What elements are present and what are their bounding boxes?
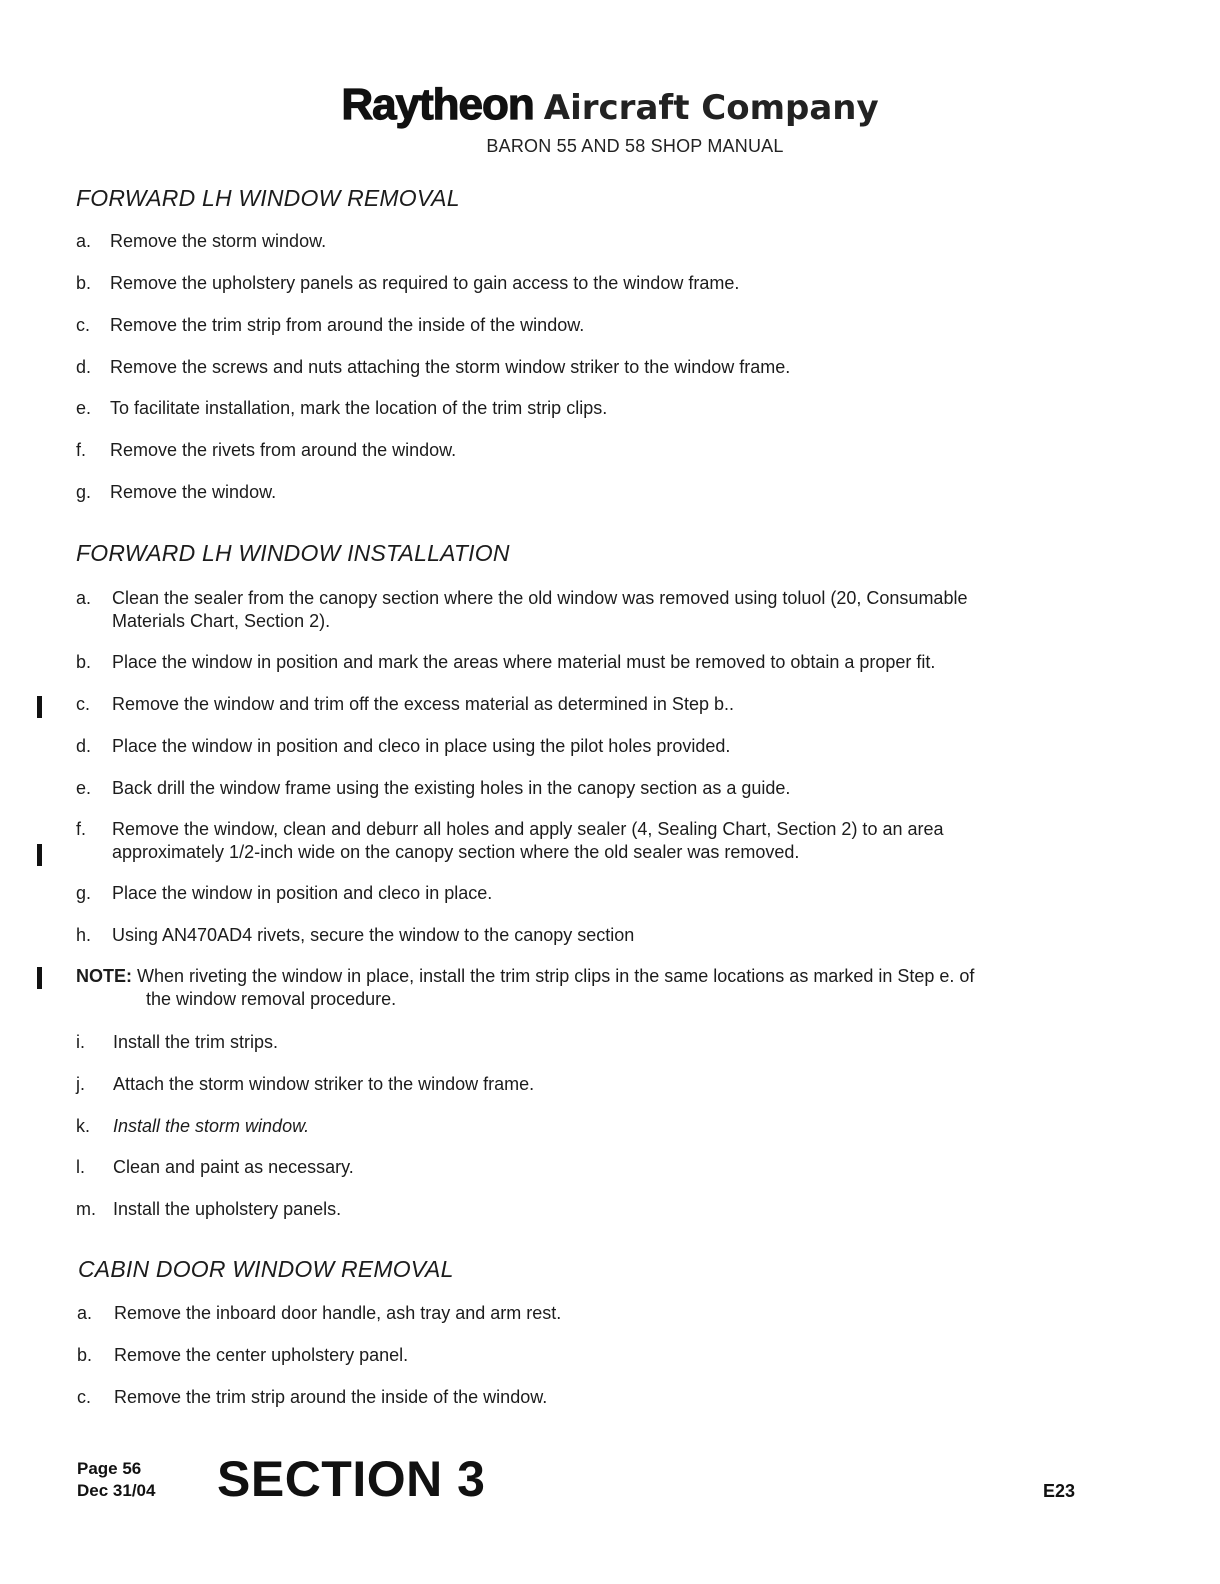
change-bar [37,696,42,718]
step-letter: f. [76,440,87,460]
change-bar [37,844,42,866]
step-letter: h. [76,925,92,945]
step-text: Place the window in position and cleco in place. [112,883,493,903]
step-text: Using AN470AD4 rivets, secure the window to the canopy section [112,925,635,945]
step-text: Remove the upholstery panels as required to gain access to the window frame. [110,273,740,293]
step-letter: a. [77,1303,93,1323]
step-letter: g. [76,482,92,502]
step-text: Remove the center upholstery panel. [114,1345,409,1365]
step-letter: c. [77,1387,92,1407]
step-letter: k. [76,1116,91,1136]
section-label: SECTION 3 [217,1451,486,1507]
step-text: Back drill the window frame using the existing holes in the canopy section as a guide. [112,778,791,798]
step-letter: c. [76,315,91,335]
document-header [0,80,1220,157]
step-letter: i. [76,1032,85,1052]
step-letter: b. [77,1345,93,1365]
step-text: Remove the window and trim off the excess material as determined in Step b.. [112,694,734,714]
step-text: Remove the rivets from around the window. [110,440,457,460]
step-text: Place the window in position and mark the areas where material must be removed to obtain a proper fit. [112,652,936,672]
step-text: Install the trim strips. [113,1032,279,1052]
step-letter: j. [76,1074,85,1094]
page-code: E23 [1043,1481,1076,1501]
step-text: Remove the window. [110,482,277,502]
note-label: NOTE: [76,966,132,986]
note-text: When riveting the window in place, install the trim strip clips in the same locations as marked in Step e. of [137,966,975,986]
manual-title: BARON 55 AND 58 SHOP MANUAL [486,136,784,156]
note-block [76,965,974,1011]
step-text: Remove the storm window. [110,231,327,251]
note-text: the window removal procedure. [146,989,397,1009]
step-letter: g. [76,883,92,903]
change-bar [37,967,42,989]
step-letter: e. [76,398,92,418]
step-text: Install the storm window. [113,1116,310,1136]
step-text: Remove the screws and nuts attaching the storm window striker to the window frame. [110,357,791,377]
step-text: Remove the window, clean and deburr all holes and apply sealer (4, Sealing Chart, Section 2) to an area [112,819,944,839]
step-letter: d. [76,357,92,377]
page-number: Page 56 [77,1459,142,1478]
section-heading: CABIN DOOR WINDOW REMOVAL [78,1256,454,1282]
step-letter: c. [76,694,91,714]
step-text: Remove the inboard door handle, ash tray and arm rest. [114,1303,562,1323]
step-letter: m. [76,1199,96,1219]
step-text: Clean the sealer from the canopy section where the old window was removed using toluol (20, Consumable [112,588,968,608]
step-letter: b. [76,273,92,293]
step-text: Place the window in position and cleco in place using the pilot holes provided. [112,736,731,756]
section-heading: FORWARD LH WINDOW REMOVAL [76,185,460,211]
section-heading: FORWARD LH WINDOW INSTALLATION [76,540,510,566]
step-letter: d. [76,736,92,756]
brand-suffix: Aircraft Company [543,88,879,128]
brand-name: Raytheon [341,80,534,129]
revision-date: Dec 31/04 [77,1481,156,1500]
step-text: approximately 1/2-inch wide on the canopy section where the old sealer was removed. [112,842,800,862]
step-letter: f. [76,819,87,839]
raytheon-logo [341,80,878,130]
step-text: Attach the storm window striker to the window frame. [113,1074,535,1094]
step-text: To facilitate installation, mark the location of the trim strip clips. [110,398,608,418]
step-text: Clean and paint as necessary. [113,1157,354,1177]
step-letter: a. [76,588,92,608]
step-text: Materials Chart, Section 2). [112,611,331,631]
step-letter: e. [76,778,92,798]
step-letter: b. [76,652,92,672]
page-info [77,1458,155,1502]
step-text: Install the upholstery panels. [113,1199,342,1219]
step-text: Remove the trim strip around the inside of the window. [114,1387,548,1407]
step-letter: l. [76,1157,85,1177]
step-letter: a. [76,231,92,251]
step-text: Remove the trim strip from around the inside of the window. [110,315,585,335]
